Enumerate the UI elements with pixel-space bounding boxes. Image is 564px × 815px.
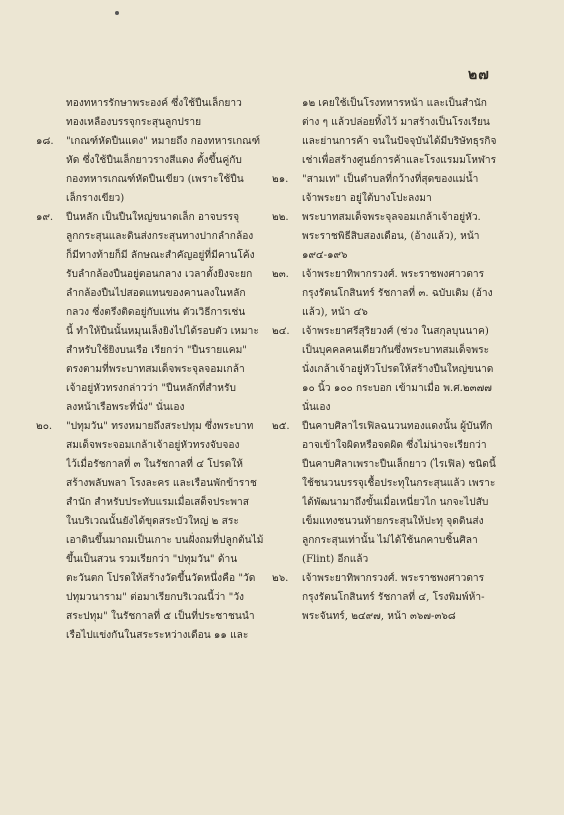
footnote-line: ลำกล้องปืนไปสอดแทนของคานลงในหลัก bbox=[66, 288, 246, 299]
footnote bbox=[272, 170, 538, 208]
footnote-line: เจ้าอยู่หัวทรงกล่าวว่า "ปืนหลักที่สำหรับ bbox=[66, 383, 236, 394]
footnote-line: "สามเท" เป็นตำบลที่กว้างที่สุดของแม่น้ำ bbox=[302, 174, 479, 185]
footnote-line: เจ้าพระยา อยู่ใต้บางโปะลงมา bbox=[302, 193, 432, 204]
footnote-line: รับลำกล้องปืนอยู่ตอนกลาง เวลาตั้งยิงจะยก bbox=[66, 269, 253, 280]
right-column bbox=[272, 94, 538, 626]
footnote-line: ไว้เมื่อรัชกาลที่ ๓ ในรัชกาลที่ ๔ โปรดให้ bbox=[66, 459, 243, 470]
footnote-line: และย่านการค้า จนในปัจจุบันได้มีบริษัทธุรกิจ bbox=[302, 136, 497, 147]
footnote-line: ก็มีทางท้ายก็มี ลักษณะสำคัญอยู่ที่มีคานโค้ง bbox=[66, 250, 255, 261]
footnote-line: ปืนหลัก เป็นปืนใหญ่ขนาดเล็ก อาจบรรจุ bbox=[66, 212, 240, 223]
footnote bbox=[272, 569, 538, 626]
footnote-line: ๑๐ นิ้ว ๑๐๐ กระบอก เข้ามาเมื่อ พ.ศ.๒๓๗๗ bbox=[302, 383, 492, 394]
footnote bbox=[272, 265, 538, 322]
footnote bbox=[36, 208, 268, 417]
left-column bbox=[36, 94, 268, 645]
footnote-line: เรือไปแข่งกันในสระระหว่างเดือน ๑๑ และ bbox=[66, 630, 249, 641]
footnote-line: ในบริเวณนั้นยังได้ขุดสระบัวใหญ่ ๒ สระ bbox=[66, 516, 239, 527]
footnote-line: กองทหารเกณฑ์หัดปืนเขียว (เพราะใช้ปืน bbox=[66, 174, 244, 185]
footnote-line: สร้างพลับพลา โรงละคร และเรือนพักข้าราช bbox=[66, 478, 257, 489]
footnote-number: ๑๙. bbox=[36, 212, 54, 223]
footnote-line: ตะวันตก โปรดให้สร้างวัดขึ้นวัดหนึ่งคือ "วัด bbox=[66, 573, 256, 584]
footnote-line: ลูกกระสุนและดินส่งกระสุนทางปากลำกล้อง bbox=[66, 231, 254, 242]
footnote-line: นั่นเอง bbox=[302, 402, 331, 413]
footnote-line: นั่งเกล้าเจ้าอยู่หัวโปรดให้สร้างปืนใหญ่ขนาด bbox=[302, 364, 494, 375]
footnote-line: หัด ซึ่งใช้ปืนเล็กยาวรางสีแดง ตั้งขึ้นคู่กับ bbox=[66, 155, 242, 166]
footnote-line: พระจันทร์, ๒๔๙๗, หน้า ๓๖๗-๓๖๘ bbox=[302, 611, 456, 622]
footnote-line: อาจเข้าใจผิดหรือจดผิด ซึ่งไม่น่าจะเรียกว่า bbox=[302, 440, 487, 451]
footnote-line: สมเด็จพระจอมเกล้าเจ้าอยู่หัวทรงจับจอง bbox=[66, 440, 240, 451]
footnote-line: ใช้ชนวนบรรจุเชื้อประทุในกระสุนแล้ว เพราะ bbox=[302, 478, 496, 489]
footnote-line: สำหรับใช้ยิงบนเรือ เรียกว่า "ปืนรายแคม" bbox=[66, 345, 247, 356]
footnote-line: ๑๒ เคยใช้เป็นโรงทหารหน้า และเป็นสำนัก bbox=[302, 98, 487, 109]
footnote-line: (Flint) อีกแล้ว bbox=[302, 554, 369, 565]
footnote-line: ทองทหารรักษาพระองค์ ซึ่งใช้ปืนเล็กยาว bbox=[66, 98, 242, 109]
footnote bbox=[272, 94, 538, 170]
footnote-line: แล้ว), หน้า ๔๖ bbox=[302, 307, 368, 318]
footnote-line: ๑๙๔-๑๙๖ bbox=[302, 250, 348, 261]
footnote-line: เป็นบุคคลคนเดียวกันซึ่งพระบาทสมเด็จพระ bbox=[302, 345, 490, 356]
footnote-line: กรุงรัตนโกสินทร์ รัชกาลที่ ๓. ฉบับเดิม (อ้าง bbox=[302, 288, 493, 299]
footnote-number: ๒๕. bbox=[272, 421, 290, 432]
footnote-line: ขึ้นเป็นสวน รวมเรียกว่า "ปทุมวัน" ด้าน bbox=[66, 554, 238, 565]
footnote bbox=[272, 322, 538, 417]
footnote-line: พระราชพิธีสิบสองเดือน, (อ้างแล้ว), หน้า bbox=[302, 231, 480, 242]
footnote-number: ๒๖. bbox=[272, 573, 289, 584]
footnote-number: ๒๒. bbox=[272, 212, 289, 223]
page-number: ๒๗ bbox=[468, 67, 490, 83]
footnote-line: เจ้าพระยาทิพากรวงศ์. พระราชพงศาวดาร bbox=[302, 269, 485, 280]
footnote-number: ๒๓. bbox=[272, 269, 289, 280]
footnote-line: เอาดินขึ้นมาถมเป็นเกาะ บนฝั่งถมที่ปลูกต้นไม้ bbox=[66, 535, 264, 546]
footnote-number: ๒๑. bbox=[272, 174, 289, 185]
footnote bbox=[36, 417, 268, 645]
footnote-line: ได้พัฒนามาถึงขั้นเมื่อเหนี่ยวไก นกจะไปสับ bbox=[302, 497, 489, 508]
footnote-line: เจ้าพระยาทิพากรวงศ์. พระราชพงศาวดาร bbox=[302, 573, 485, 584]
footnote-line: สำนัก สำหรับประทับแรมเมื่อเสด็จประพาส bbox=[66, 497, 249, 508]
page-mark bbox=[115, 11, 119, 15]
footnote-line: เจ้าพระยาศรีสุริยวงศ์ (ช่วง ในสกุลบุนนาค) bbox=[302, 326, 489, 337]
footnote-line: กลวง ซึ่งตรึงติดอยู่กับแท่น ตัวเวิธีการเช่น bbox=[66, 307, 246, 318]
footnote-line: ตรงตามที่พระบาทสมเด็จพระจุลจอมเกล้า bbox=[66, 364, 245, 375]
footnote-number: ๑๘. bbox=[36, 136, 54, 147]
footnote-line: เล็กรางเขียว) bbox=[66, 193, 125, 204]
footnote-line: "เกณฑ์หัดปืนแดง" หมายถึง กองทหารเกณฑ์ bbox=[66, 136, 261, 147]
footnote-line: ลงหน้าเรือพระที่นั่ง" นั่นเอง bbox=[66, 402, 185, 413]
footnote-line: เช่าเพื่อสร้างศูนย์การค้าและโรงแรมมโหฬาร bbox=[302, 155, 497, 166]
footnote bbox=[36, 132, 268, 208]
footnote-line: กรุงรัตนโกสินทร์ รัชกาลที่ ๔, โรงพิมพ์ห้า- bbox=[302, 592, 485, 603]
footnote-line: เข็มแทงชนวนท้ายกระสุนให้ปะทุ จุดดินส่ง bbox=[302, 516, 484, 527]
footnote-line: ลูกกระสุนเท่านั้น ไม่ได้ใช้นกคาบชิ้นศิลา bbox=[302, 535, 478, 546]
footnote-line: นี้ ทำให้ปืนนั้นหมุนเล็งยิงไปได้รอบตัว เหมาะ bbox=[66, 326, 259, 337]
footnote-line: ต่าง ๆ แล้วปล่อยทิ้งไว้ มาสร้างเป็นโรงเรียน bbox=[302, 117, 490, 128]
footnote-line: สระปทุม" ในรัชกาลที่ ๕ เป็นที่ประชาชนนำ bbox=[66, 611, 255, 622]
footnote-line: ปืนคาบศิลาเพราะปืนเล็กยาว (ไรเฟิล) ชนิดนี้ bbox=[302, 459, 496, 470]
footnote-number: ๒๐. bbox=[36, 421, 53, 432]
footnote-line: "ปทุมวัน" ทรงหมายถึงสระปทุม ซึ่งพระบาท bbox=[66, 421, 254, 432]
footnote-line: พระบาทสมเด็จพระจุลจอมเกล้าเจ้าอยู่หัว. bbox=[302, 212, 481, 223]
footnote bbox=[272, 417, 538, 569]
footnote-number: ๒๔. bbox=[272, 326, 290, 337]
footnote-line: ปทุมวนาราม" ต่อมาเรียกบริเวณนี้ว่า "วัง bbox=[66, 592, 245, 603]
footnote bbox=[36, 94, 268, 132]
footnote bbox=[272, 208, 538, 265]
footnote-line: ทองเหลืองบรรจุกระสุนลูกปราย bbox=[66, 117, 202, 128]
footnote-line: ปืนคาบศิลาไรเฟิลฉนวนทองแดงนั้น ผู้บันทึก bbox=[302, 421, 493, 432]
